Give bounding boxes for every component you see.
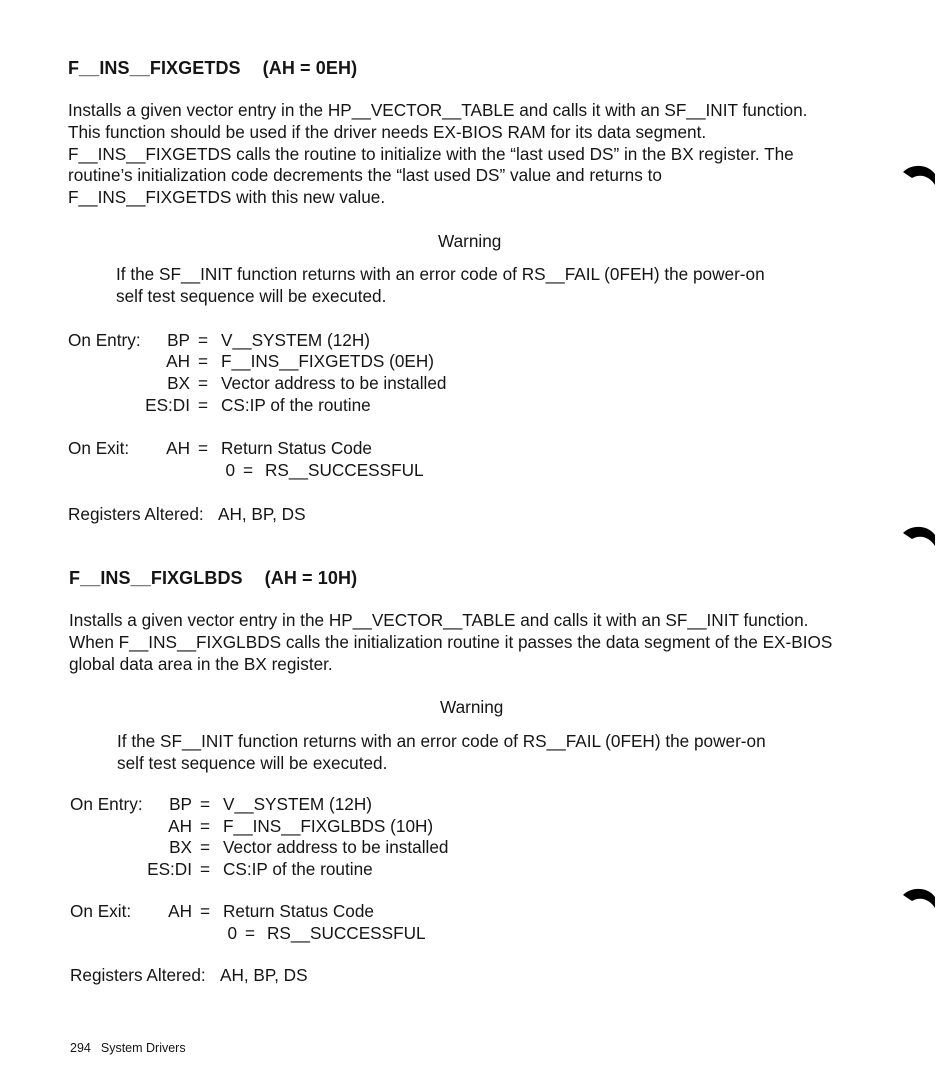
description-line: When F__INS__FIXGLBDS calls the initialization routine it passes the data segment of the EX-BIOS — [69, 631, 833, 652]
register-value: CS:IP of the routine — [223, 859, 373, 879]
description-line: Installs a given vector entry in the HP__VECTOR__TABLE and calls it with an SF__INIT function. — [69, 610, 809, 630]
warning-line: If the SF__INIT function returns with an error code of RS__FAIL (0FEH) the power-on — [116, 264, 765, 284]
equals-sign: = — [198, 438, 209, 458]
warning-title: Warning — [438, 231, 502, 251]
register-name: ES:DI — [145, 395, 190, 415]
register-name: AH — [166, 438, 190, 458]
equals-sign: = — [243, 460, 254, 480]
page-footer — [70, 1041, 186, 1055]
register-value: V__SYSTEM (12H) — [223, 794, 373, 814]
description-line: F__INS__FIXGETDS calls the routine to initialize with the “last used DS” in the BX register. The — [68, 143, 794, 164]
status-name: RS__SUCCESSFUL — [265, 460, 424, 480]
register-name: BX — [169, 837, 192, 857]
equals-sign: = — [198, 330, 209, 350]
registers-altered-label: Registers Altered: — [70, 965, 206, 985]
register-name: BP — [167, 330, 190, 350]
function-code: (AH = 0EH) — [262, 58, 358, 78]
registers-altered-value: AH, BP, DS — [219, 965, 308, 985]
equals-sign: = — [200, 859, 211, 879]
register-value: Return Status Code — [223, 901, 374, 921]
register-value: F__INS__FIXGLBDS (10H) — [223, 816, 434, 836]
function-code: (AH = 10H) — [264, 568, 358, 588]
on-exit-label: On Exit: — [70, 901, 132, 921]
register-value: Vector address to be installed — [221, 373, 447, 393]
register-name: AH — [166, 351, 190, 371]
warning-line: If the SF__INIT function returns with an error code of RS__FAIL (0FEH) the power-on — [117, 731, 766, 751]
warning-text — [116, 263, 765, 307]
equals-sign: = — [200, 837, 211, 857]
registers-altered-label: Registers Altered: — [68, 504, 204, 524]
tab-mark-icon — [902, 521, 936, 547]
registers-altered — [70, 965, 308, 986]
tab-mark-icon — [902, 883, 936, 909]
warning-line: self test sequence will be executed. — [117, 753, 388, 773]
on-entry-label: On Entry: — [70, 794, 143, 814]
description-line: This function should be used if the driver needs EX-BIOS RAM for its data segment. — [68, 121, 707, 142]
register-value: F__INS__FIXGETDS (0EH) — [221, 351, 434, 371]
equals-sign: = — [200, 901, 211, 921]
equals-sign: = — [200, 816, 211, 836]
description-line: routine’s initialization code decrements the “last used DS” value and returns to — [68, 165, 662, 186]
section-heading-fixglbds — [69, 568, 357, 589]
equals-sign: = — [245, 923, 256, 943]
function-name: F__INS__FIXGLBDS — [69, 568, 243, 588]
footer-section-title: System Drivers — [100, 1041, 186, 1055]
on-entry-label: On Entry: — [68, 330, 141, 350]
equals-sign: = — [198, 395, 209, 415]
description-line: global data area in the BX register. — [69, 653, 333, 674]
status-value: 0 — [227, 923, 237, 943]
on-exit-label: On Exit: — [68, 438, 130, 458]
description-line: F__INS__FIXGETDS with this new value. — [68, 187, 386, 208]
function-name: F__INS__FIXGETDS — [68, 58, 241, 78]
warning-title: Warning — [440, 697, 504, 717]
tab-mark-icon — [902, 160, 936, 186]
description-line: Installs a given vector entry in the HP__VECTOR__TABLE and calls it with an SF__INIT function. — [68, 100, 808, 120]
register-value: V__SYSTEM (12H) — [221, 330, 371, 350]
section-heading-fixgetds — [68, 58, 357, 79]
registers-altered-value: AH, BP, DS — [217, 504, 306, 524]
status-name: RS__SUCCESSFUL — [267, 923, 426, 943]
register-value: CS:IP of the routine — [221, 395, 371, 415]
equals-sign: = — [198, 351, 209, 371]
equals-sign: = — [200, 794, 211, 814]
register-value: Vector address to be installed — [223, 837, 449, 857]
registers-altered — [68, 504, 306, 525]
section-description — [69, 610, 832, 675]
warning-text — [117, 730, 766, 774]
equals-sign: = — [198, 373, 209, 393]
warning-line: self test sequence will be executed. — [116, 286, 387, 306]
register-value: Return Status Code — [221, 438, 372, 458]
status-value: 0 — [225, 460, 235, 480]
register-name: BX — [167, 373, 190, 393]
register-name: BP — [169, 794, 192, 814]
register-name: ES:DI — [147, 859, 192, 879]
register-name: AH — [168, 901, 192, 921]
section-description — [68, 100, 807, 209]
register-name: AH — [168, 816, 192, 836]
page-number: 294 — [70, 1041, 91, 1055]
